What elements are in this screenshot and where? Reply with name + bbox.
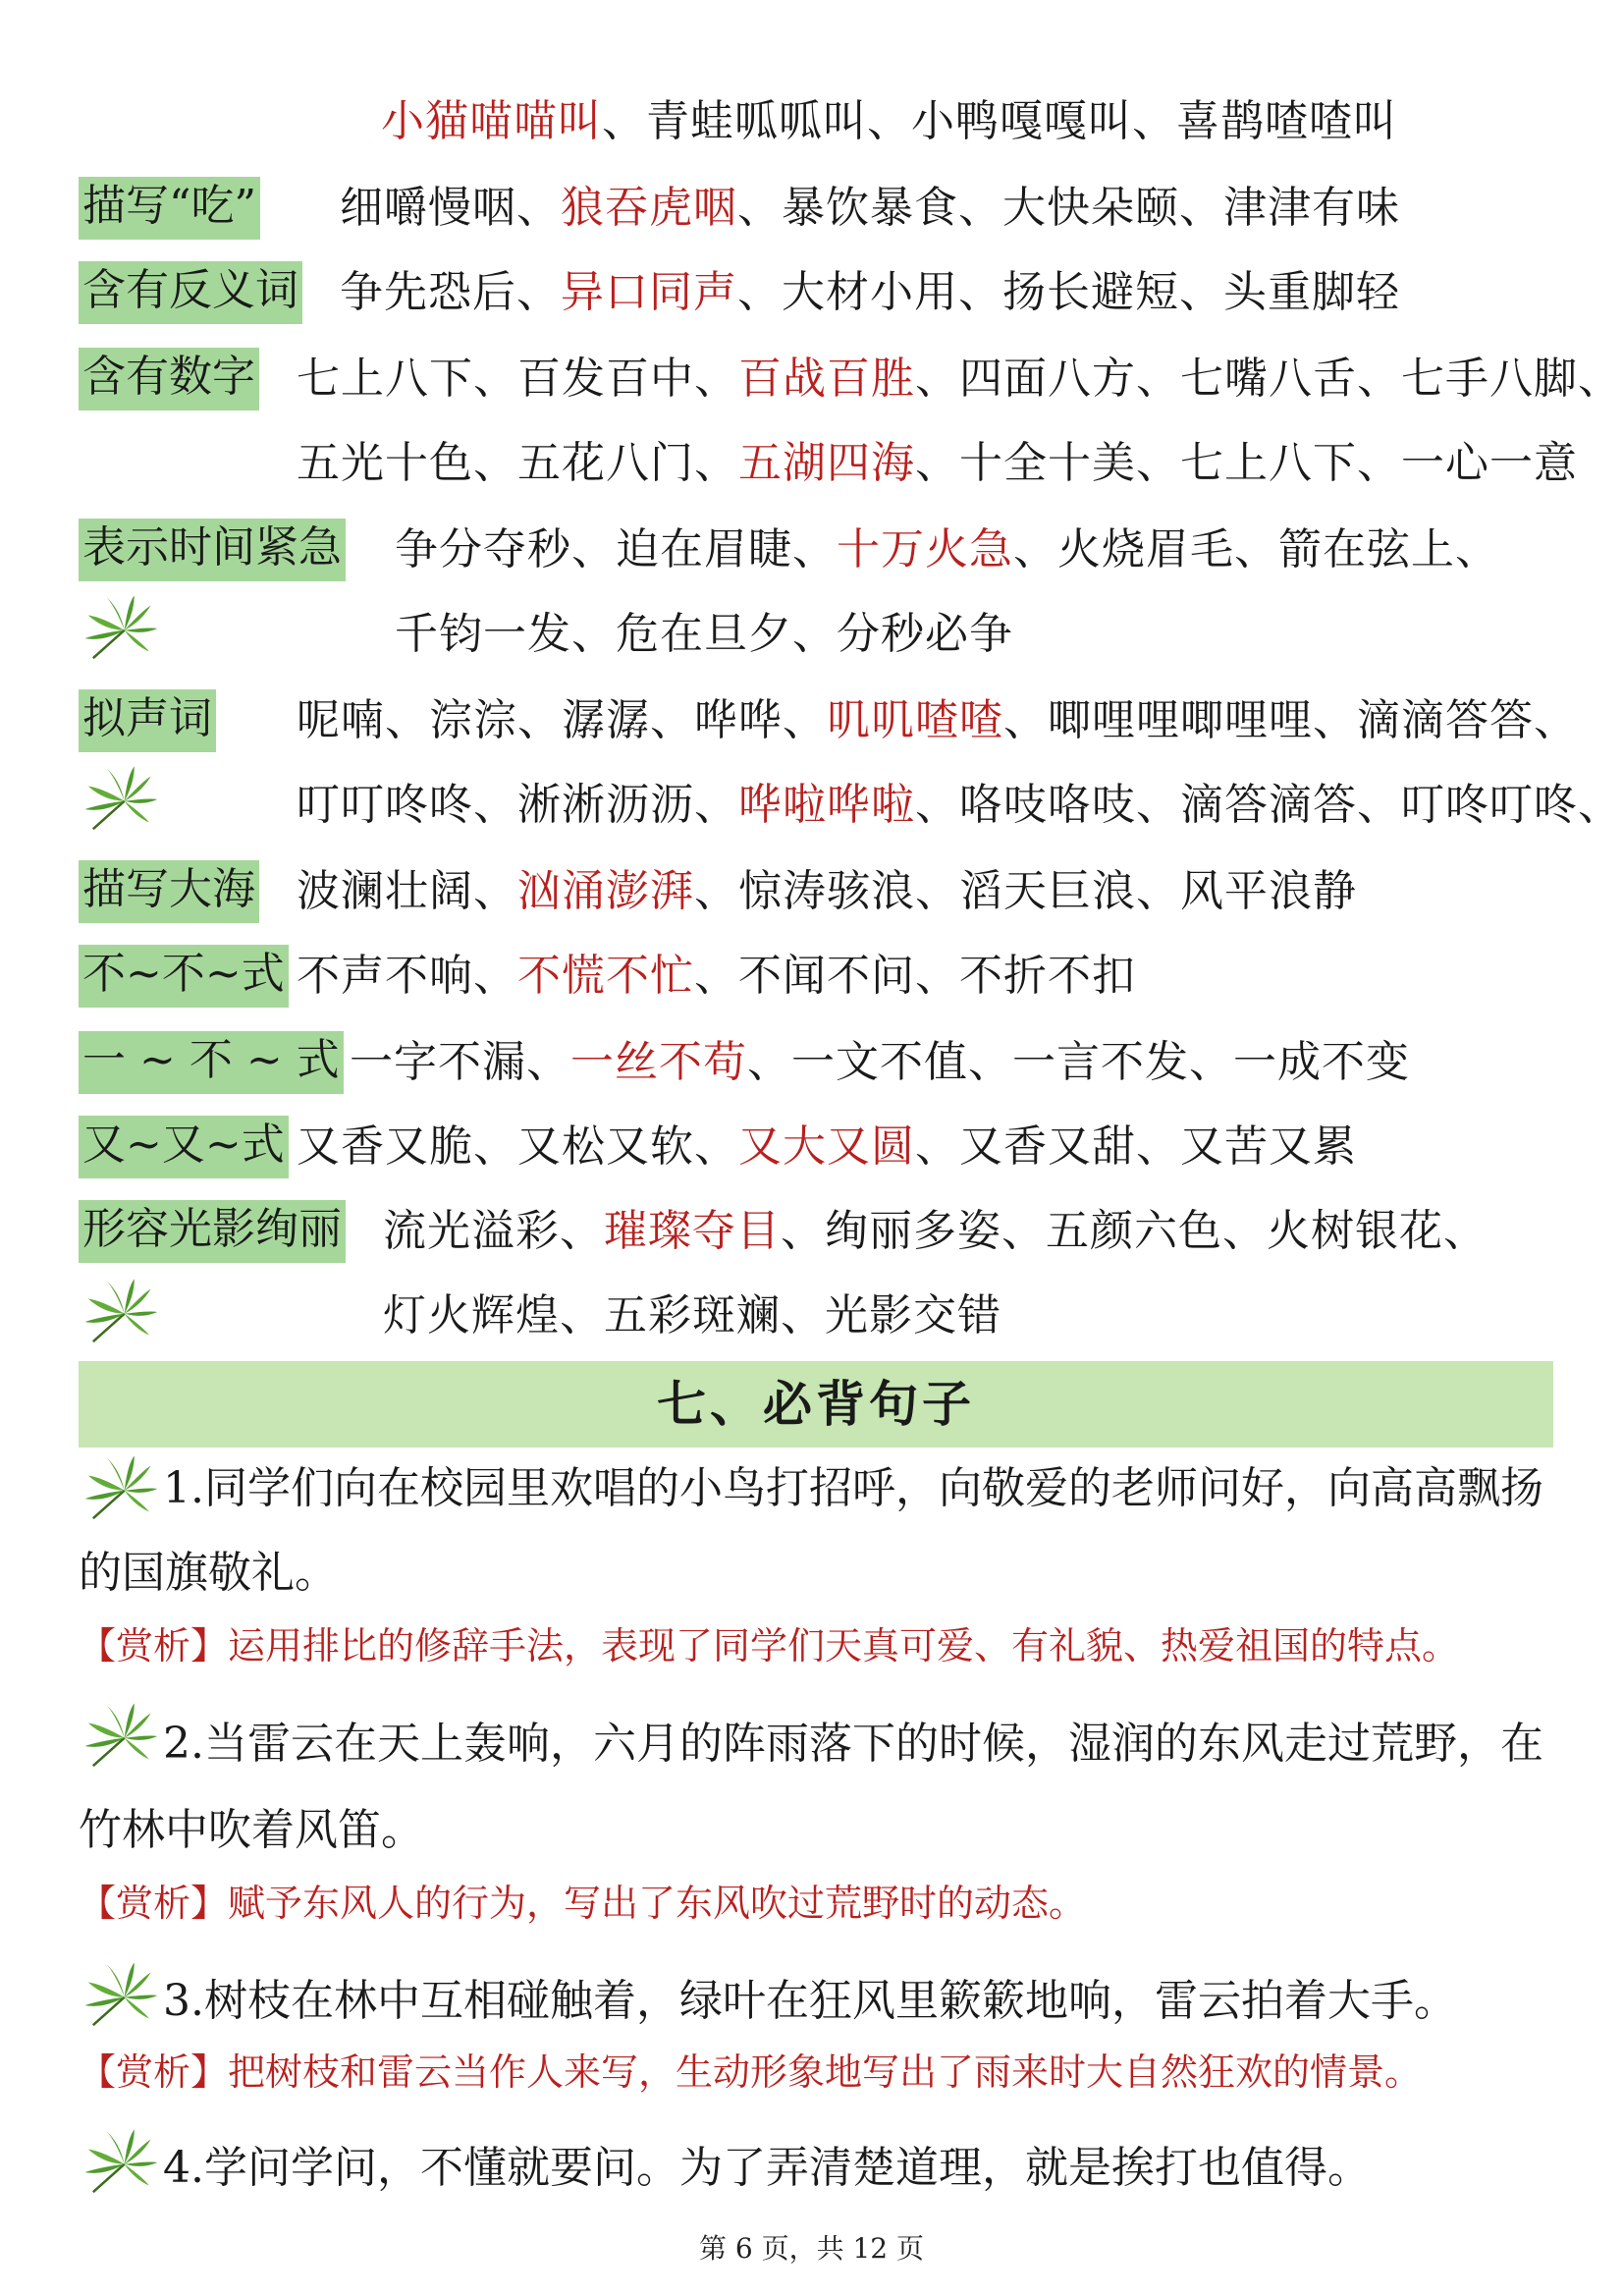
leaf-icon — [77, 587, 159, 670]
category-words: 流光溢彩、璀璨夺目、绚丽多姿、五颜六色、火树银花、 — [383, 1206, 1488, 1256]
section-header — [79, 1361, 1553, 1448]
leaf-icon — [77, 1271, 159, 1353]
sentence-line: 4.学问学问，不懂就要问。为了弄清楚道理，就是挨打也值得。 — [163, 2143, 1371, 2193]
category-words: 又香又脆、又松又软、又大又圆、又香又甜、又苦又累 — [297, 1121, 1357, 1172]
sentence-line: 2.当雷云在天上轰响，六月的阵雨落下的时候，湿润的东风走过荒野，在 — [163, 1719, 1543, 1769]
top-line: 小猫喵喵叫、青蛙呱呱叫、小鸭嘎嘎叫、喜鹊喳喳叫 — [381, 96, 1397, 146]
analysis-text: 【赏析】赋予东风人的行为，写出了东风吹过荒野时的动态。 — [79, 1882, 1087, 1925]
leaf-icon — [77, 1448, 159, 1530]
category-words-line2: 灯火辉煌、五彩斑斓、光影交错 — [383, 1290, 1001, 1340]
category-words: 争先恐后、异口同声、大材小用、扬长避短、头重脚轻 — [340, 267, 1400, 317]
category-label: 形容光影绚丽 — [79, 1200, 346, 1263]
category-label: 拟声词 — [79, 689, 216, 752]
page-number: 第 6 页，共 12 页 — [698, 2232, 925, 2265]
category-label: 表示时间紧急 — [79, 519, 346, 581]
category-label: 含有反义词 — [79, 261, 302, 324]
category-words: 细嚼慢咽、狼吞虎咽、暴饮暴食、大快朵颐、津津有味 — [340, 183, 1400, 233]
leaf-icon — [77, 1954, 159, 2037]
category-words: 七上八下、百发百中、百战百胜、四面八方、七嘴八舌、七手八脚、 — [297, 354, 1622, 404]
category-words-line2: 五光十色、五花八门、五湖四海、十全十美、七上八下、一心一意 — [297, 438, 1578, 488]
category-words: 波澜壮阔、汹涌澎湃、惊涛骇浪、滔天巨浪、风平浪静 — [297, 866, 1357, 916]
category-label: 又~又~式 — [79, 1116, 289, 1178]
analysis-text: 【赏析】把树枝和雷云当作人来写，生动形象地写出了雨来时大自然狂欢的情景。 — [79, 2050, 1423, 2094]
category-label: 不~不~式 — [79, 945, 289, 1008]
sentence-line: 的国旗敬礼。 — [79, 1548, 338, 1598]
category-label: 描写大海 — [79, 860, 259, 923]
sentence-line: 3.树枝在林中互相碰触着，绿叶在狂风里簌簌地响，雷云拍着大手。 — [163, 1976, 1457, 2026]
leaf-icon — [77, 758, 159, 841]
analysis-text: 【赏析】运用排比的修辞手法，表现了同学们天真可爱、有礼貌、热爱祖国的特点。 — [79, 1624, 1460, 1667]
category-label: 描写“吃” — [79, 177, 260, 240]
category-words: 一字不漏、一丝不苟、一文不值、一言不发、一成不变 — [350, 1037, 1410, 1087]
category-label: 一 ~ 不 ~ 式 — [79, 1031, 344, 1094]
category-label: 含有数字 — [79, 348, 259, 410]
sentence-line: 竹林中吹着风笛。 — [79, 1805, 424, 1855]
category-words: 不声不响、不慌不忙、不闻不问、不折不扣 — [297, 951, 1136, 1001]
sentence-line: 1.同学们向在校园里欢唱的小鸟打招呼，向敬爱的老师问好，向高高飘扬 — [163, 1463, 1543, 1513]
category-words: 争分夺秒、迫在眉睫、十万火急、火烧眉毛、箭在弦上、 — [395, 524, 1499, 574]
category-words-line2: 千钧一发、危在旦夕、分秒必争 — [395, 609, 1013, 659]
leaf-icon — [77, 1695, 159, 1777]
section-title: 七、必背句子 — [657, 1375, 975, 1433]
leaf-icon — [77, 2121, 159, 2204]
category-words: 呢喃、淙淙、潺潺、哗哗、叽叽喳喳、唧哩哩唧哩哩、滴滴答答、 — [297, 695, 1578, 745]
category-words-line2: 叮叮咚咚、淅淅沥沥、哗啦哗啦、咯吱咯吱、滴答滴答、叮咚叮咚、 — [297, 780, 1622, 830]
